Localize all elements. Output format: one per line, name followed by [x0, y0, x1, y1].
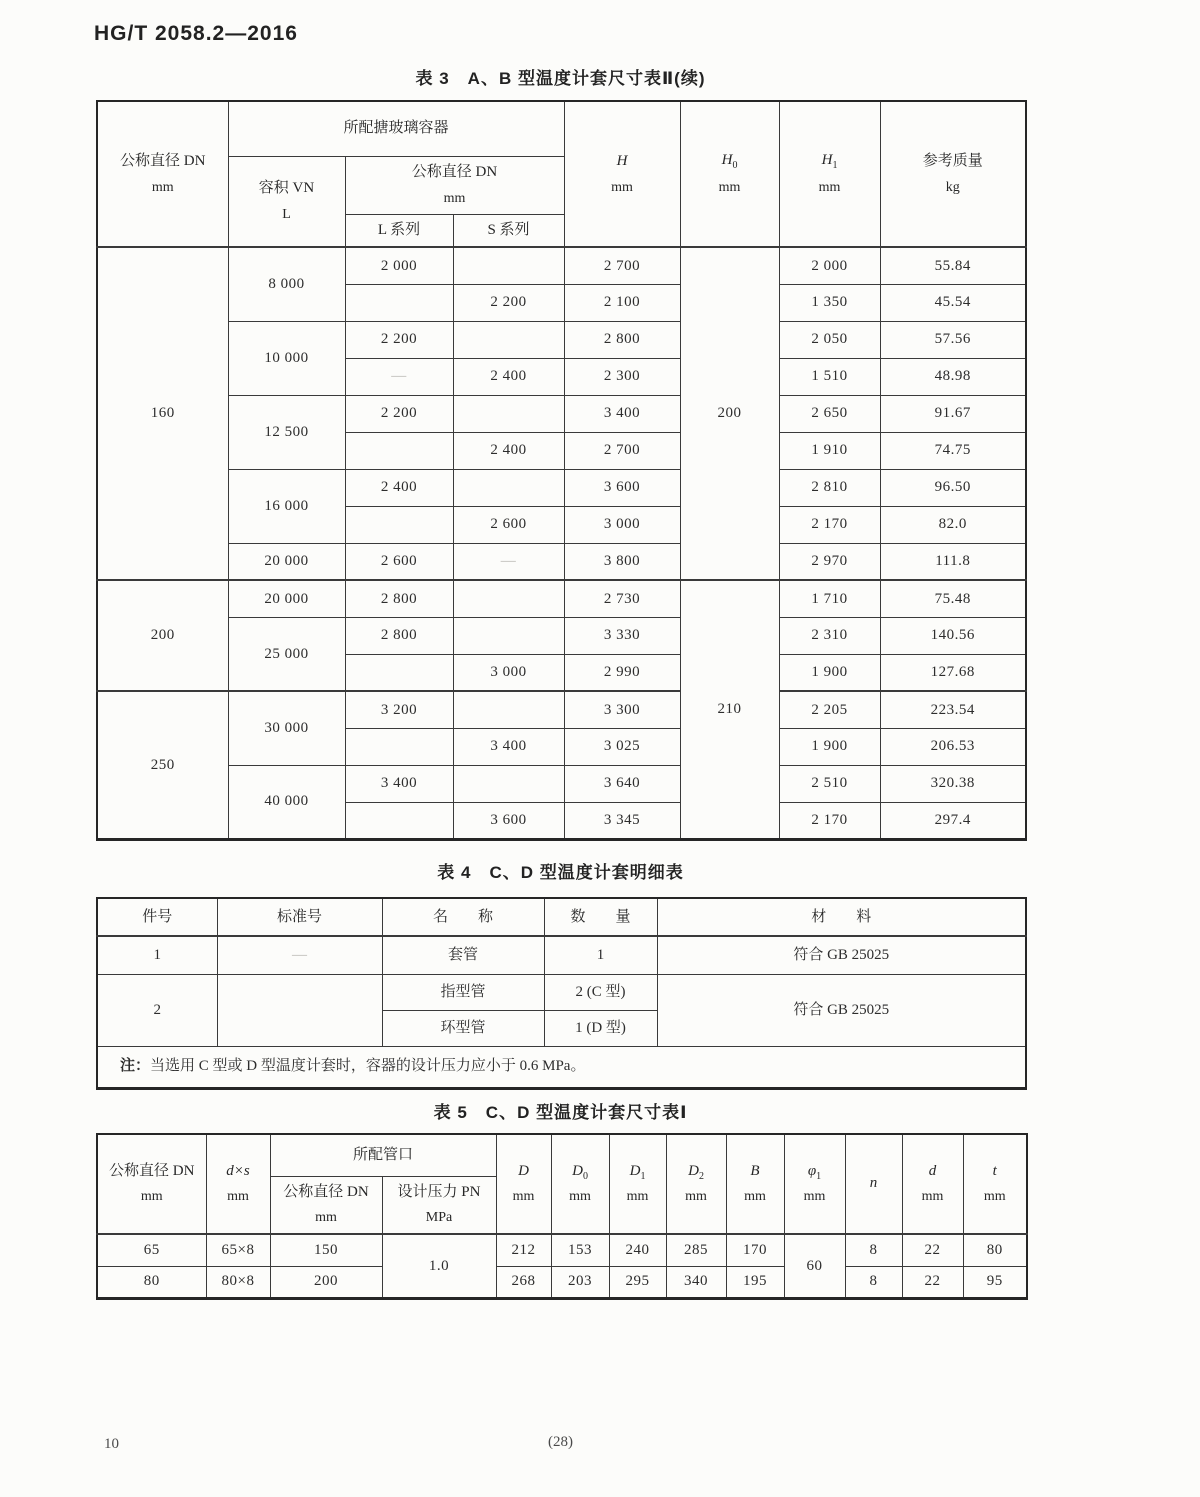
cell-qty: 1 (D 型)	[544, 1010, 657, 1046]
cell-h1: 2 310	[779, 617, 880, 654]
cell-d2: 285	[666, 1234, 726, 1266]
cell-kg: 206.53	[880, 728, 1026, 765]
table-row	[97, 691, 1026, 728]
cell-s	[453, 395, 564, 432]
cell-s: 2 200	[453, 284, 564, 321]
cell-h: 3 025	[564, 728, 680, 765]
cell-qty: 2 (C 型)	[544, 974, 657, 1010]
d2-unit: mm	[685, 1189, 707, 1205]
cell-std-no	[217, 974, 382, 1046]
cell-s	[453, 321, 564, 358]
volume-label: 容积 VN	[258, 180, 315, 197]
cell-vol: 10 000	[228, 321, 345, 395]
cell-l: —	[345, 358, 453, 395]
col-header-d-big	[496, 1134, 551, 1234]
d1-symbol: $D_1$	[629, 1163, 646, 1183]
col-header-std-no: 标准号	[217, 898, 382, 936]
cell-s: —	[453, 543, 564, 580]
n-symbol: n	[869, 1175, 878, 1192]
b-symbol: B	[750, 1163, 760, 1180]
mass-unit: kg	[945, 179, 960, 195]
note-text: 当选用 C 型或 D 型温度计套时，容器的设计压力应小于 0.6 MPa。	[150, 1058, 586, 1075]
col-header-dn2	[345, 156, 564, 214]
dn2-unit: mm	[443, 190, 466, 206]
cell-h: 3 300	[564, 691, 680, 728]
cell-kg: 48.98	[880, 358, 1026, 395]
table-row	[97, 765, 1026, 802]
col-header-name: 名 称	[382, 898, 544, 936]
cell-kg: 320.38	[880, 765, 1026, 802]
table-row	[97, 543, 1026, 580]
d-small-unit: mm	[921, 1188, 944, 1204]
note-label: 注：	[120, 1058, 151, 1075]
col-header-d1	[609, 1134, 666, 1234]
cell-h0: 210	[680, 580, 779, 839]
col-header-qty: 数 量	[544, 898, 657, 936]
cell-s: 3 600	[453, 802, 564, 839]
cell-port-dn: 150	[270, 1234, 382, 1266]
cell-h1: 2 650	[779, 395, 880, 432]
cell-kg: 75.48	[880, 580, 1026, 617]
table-row	[97, 395, 1026, 432]
cell-vol: 25 000	[228, 617, 345, 691]
pn-label: 设计压力 PN	[397, 1184, 481, 1201]
cell-h1: 2 170	[779, 802, 880, 839]
col-header-l-series: L 系列	[345, 214, 453, 247]
col-header-material: 材 料	[657, 898, 1026, 936]
cell-name: 环型管	[382, 1010, 544, 1046]
cell-s	[453, 580, 564, 617]
port-dn-unit: mm	[315, 1209, 337, 1225]
col-header-item-no: 件号	[97, 898, 217, 936]
d-big-symbol: D	[518, 1163, 529, 1180]
col-header-h	[564, 101, 680, 247]
dn-label: 公称直径 DN	[109, 1163, 195, 1180]
table4-note-row	[97, 1046, 1026, 1088]
col-header-dn	[97, 101, 228, 247]
cell-kg: 74.75	[880, 432, 1026, 469]
cell-s: 2 400	[453, 358, 564, 395]
cell-vol: 30 000	[228, 691, 345, 765]
dn-unit: mm	[140, 1188, 163, 1204]
cell-h: 2 800	[564, 321, 680, 358]
cell-pn: 1.0	[382, 1234, 496, 1298]
cell-d2: 340	[666, 1266, 726, 1298]
col-header-dn-label: 公称直径 DN	[120, 152, 206, 169]
table-row	[97, 321, 1026, 358]
d1-unit: mm	[626, 1189, 649, 1205]
cell-b: 195	[726, 1266, 784, 1298]
col-header-dn	[97, 1134, 206, 1234]
cell-material: 符合 GB 25025	[657, 936, 1026, 974]
cell-h: 2 730	[564, 580, 680, 617]
cell-s: 2 600	[453, 506, 564, 543]
cell-h: 3 640	[564, 765, 680, 802]
table-row	[97, 1234, 1027, 1266]
col-header-port-group: 所配管口	[270, 1134, 496, 1176]
cell-name: 指型管	[382, 974, 544, 1010]
cell-l: 2 400	[345, 469, 453, 506]
table5	[96, 1133, 1028, 1300]
cell-t: 95	[963, 1266, 1027, 1298]
cell-dn: 250	[97, 691, 228, 839]
table4-title: 表 4 C、D 型温度计套明细表	[437, 863, 684, 882]
h1-symbol: $H_1$	[821, 152, 838, 172]
cell-h: 3 330	[564, 617, 680, 654]
cell-h1: 2 000	[779, 247, 880, 284]
cell-d0: 203	[551, 1266, 609, 1298]
cell-d-small: 22	[902, 1266, 963, 1298]
cell-h: 2 100	[564, 284, 680, 321]
cell-dn: 80	[97, 1266, 206, 1298]
cell-h1: 1 510	[779, 358, 880, 395]
cell-h1: 1 710	[779, 580, 880, 617]
cell-s	[453, 247, 564, 284]
cell-l: 2 800	[345, 617, 453, 654]
cell-n: 8	[845, 1266, 902, 1298]
cell-l: 2 000	[345, 247, 453, 284]
volume-unit: L	[282, 207, 291, 223]
cell-s	[453, 469, 564, 506]
sheet-number: (28)	[548, 1434, 573, 1450]
col-header-mass	[880, 101, 1026, 247]
h-unit: mm	[611, 179, 633, 195]
cell-l: 3 400	[345, 765, 453, 802]
cell-vol: 20 000	[228, 543, 345, 580]
cell-h: 3 800	[564, 543, 680, 580]
cell-s	[453, 691, 564, 728]
cell-dxs: 80×8	[206, 1266, 270, 1298]
cell-s	[453, 765, 564, 802]
cell-kg: 140.56	[880, 617, 1026, 654]
table-row	[97, 580, 1026, 617]
cell-item-no: 1	[97, 936, 217, 974]
cell-h: 2 300	[564, 358, 680, 395]
cell-l	[345, 506, 453, 543]
cell-l: 2 800	[345, 580, 453, 617]
cell-dxs: 65×8	[206, 1234, 270, 1266]
cell-l	[345, 654, 453, 691]
cell-h: 3 000	[564, 506, 680, 543]
table5-title: 表 5 C、D 型温度计套尺寸表Ⅰ	[433, 1103, 688, 1122]
cell-h1: 2 970	[779, 543, 880, 580]
cell-vol: 12 500	[228, 395, 345, 469]
cell-h1: 2 050	[779, 321, 880, 358]
col-header-dxs	[206, 1134, 270, 1234]
col-header-dn-unit: mm	[151, 179, 174, 195]
d0-unit: mm	[569, 1189, 591, 1205]
pn-unit: MPa	[425, 1209, 453, 1225]
cell-l	[345, 432, 453, 469]
cell-d-small: 22	[902, 1234, 963, 1266]
dn2-label: 公称直径 DN	[411, 163, 498, 180]
cell-h: 3 400	[564, 395, 680, 432]
cell-h0: 200	[680, 247, 779, 580]
table4-note	[97, 1046, 1026, 1088]
doc-number: HG/T 2058.2—2016	[94, 22, 298, 45]
col-header-vessel-group: 所配搪玻璃容器	[228, 101, 564, 156]
cell-kg: 45.54	[880, 284, 1026, 321]
t-symbol: t	[992, 1163, 997, 1180]
table4-header-row	[97, 898, 1026, 936]
table-row	[97, 1266, 1027, 1298]
col-header-t	[963, 1134, 1027, 1234]
cell-h: 2 700	[564, 247, 680, 284]
table-row	[97, 247, 1026, 284]
mass-label: 参考质量	[922, 152, 983, 169]
cell-material: 符合 GB 25025	[657, 974, 1026, 1046]
h0-unit: mm	[718, 180, 741, 196]
cell-l: 3 200	[345, 691, 453, 728]
table-row	[97, 617, 1026, 654]
h0-symbol: $H_0$	[721, 152, 738, 172]
h1-unit: mm	[818, 180, 841, 196]
cell-h1: 1 350	[779, 284, 880, 321]
page-number: 10	[104, 1436, 119, 1452]
cell-name: 套管	[382, 936, 544, 974]
cell-vol: 16 000	[228, 469, 345, 543]
cell-kg: 57.56	[880, 321, 1026, 358]
cell-h1: 1 910	[779, 432, 880, 469]
cell-h1: 1 900	[779, 654, 880, 691]
cell-kg: 82.0	[880, 506, 1026, 543]
col-header-h0	[680, 101, 779, 247]
b-unit: mm	[744, 1188, 766, 1204]
cell-h1: 1 900	[779, 728, 880, 765]
d-small-symbol: d	[928, 1163, 937, 1180]
d-big-unit: mm	[512, 1188, 535, 1204]
cell-kg: 96.50	[880, 469, 1026, 506]
port-dn-label: 公称直径 DN	[283, 1184, 369, 1201]
cell-qty: 1	[544, 936, 657, 974]
phi1-unit: mm	[803, 1189, 826, 1205]
cell-t: 80	[963, 1234, 1027, 1266]
cell-l	[345, 284, 453, 321]
cell-h: 3 600	[564, 469, 680, 506]
cell-d1: 295	[609, 1266, 666, 1298]
cell-h1: 2 170	[779, 506, 880, 543]
col-header-d2	[666, 1134, 726, 1234]
t-unit: mm	[983, 1188, 1006, 1204]
dxs-unit: mm	[227, 1188, 249, 1204]
cell-l: 2 200	[345, 321, 453, 358]
cell-s: 3 000	[453, 654, 564, 691]
table3-title: 表 3 A、B 型温度计套尺寸表Ⅱ(续)	[415, 69, 706, 88]
d2-symbol: $D_2$	[688, 1163, 704, 1183]
cell-l	[345, 728, 453, 765]
table4	[96, 897, 1027, 1090]
cell-kg: 111.8	[880, 543, 1026, 580]
cell-kg: 55.84	[880, 247, 1026, 284]
table3	[96, 100, 1027, 841]
table-row	[97, 936, 1026, 974]
dxs-symbol: d×s	[226, 1163, 250, 1180]
cell-dn: 200	[97, 580, 228, 691]
d0-symbol: $D_0$	[572, 1163, 588, 1183]
cell-l: 2 200	[345, 395, 453, 432]
cell-s: 2 400	[453, 432, 564, 469]
cell-b: 170	[726, 1234, 784, 1266]
cell-std-no: —	[217, 936, 382, 974]
table-row	[97, 469, 1026, 506]
cell-s: 3 400	[453, 728, 564, 765]
cell-port-dn: 200	[270, 1266, 382, 1298]
cell-vol: 20 000	[228, 580, 345, 617]
cell-d0: 153	[551, 1234, 609, 1266]
cell-h1: 2 205	[779, 691, 880, 728]
cell-kg: 127.68	[880, 654, 1026, 691]
col-header-port-dn	[270, 1176, 382, 1234]
col-header-s-series: S 系列	[453, 214, 564, 247]
cell-kg: 223.54	[880, 691, 1026, 728]
cell-s	[453, 617, 564, 654]
cell-dn: 65	[97, 1234, 206, 1266]
cell-dn: 160	[97, 247, 228, 580]
cell-item-no: 2	[97, 974, 217, 1046]
col-header-n	[845, 1134, 902, 1234]
cell-d1: 240	[609, 1234, 666, 1266]
col-header-b	[726, 1134, 784, 1234]
col-header-phi1	[784, 1134, 845, 1234]
col-header-d0	[551, 1134, 609, 1234]
cell-l	[345, 802, 453, 839]
cell-h: 2 700	[564, 432, 680, 469]
phi1-symbol: $\varphi_1$	[807, 1163, 822, 1183]
col-header-volume	[228, 156, 345, 247]
cell-h1: 2 510	[779, 765, 880, 802]
cell-h1: 2 810	[779, 469, 880, 506]
cell-h: 2 990	[564, 654, 680, 691]
cell-h: 3 345	[564, 802, 680, 839]
cell-kg: 91.67	[880, 395, 1026, 432]
h-symbol: H	[616, 152, 628, 169]
col-header-h1	[779, 101, 880, 247]
cell-kg: 297.4	[880, 802, 1026, 839]
table-row	[97, 974, 1026, 1010]
cell-phi1: 60	[784, 1234, 845, 1298]
cell-vol: 8 000	[228, 247, 345, 321]
col-header-pn	[382, 1176, 496, 1234]
cell-vol: 40 000	[228, 765, 345, 839]
col-header-d-small	[902, 1134, 963, 1234]
cell-d: 268	[496, 1266, 551, 1298]
cell-l: 2 600	[345, 543, 453, 580]
cell-d: 212	[496, 1234, 551, 1266]
cell-n: 8	[845, 1234, 902, 1266]
